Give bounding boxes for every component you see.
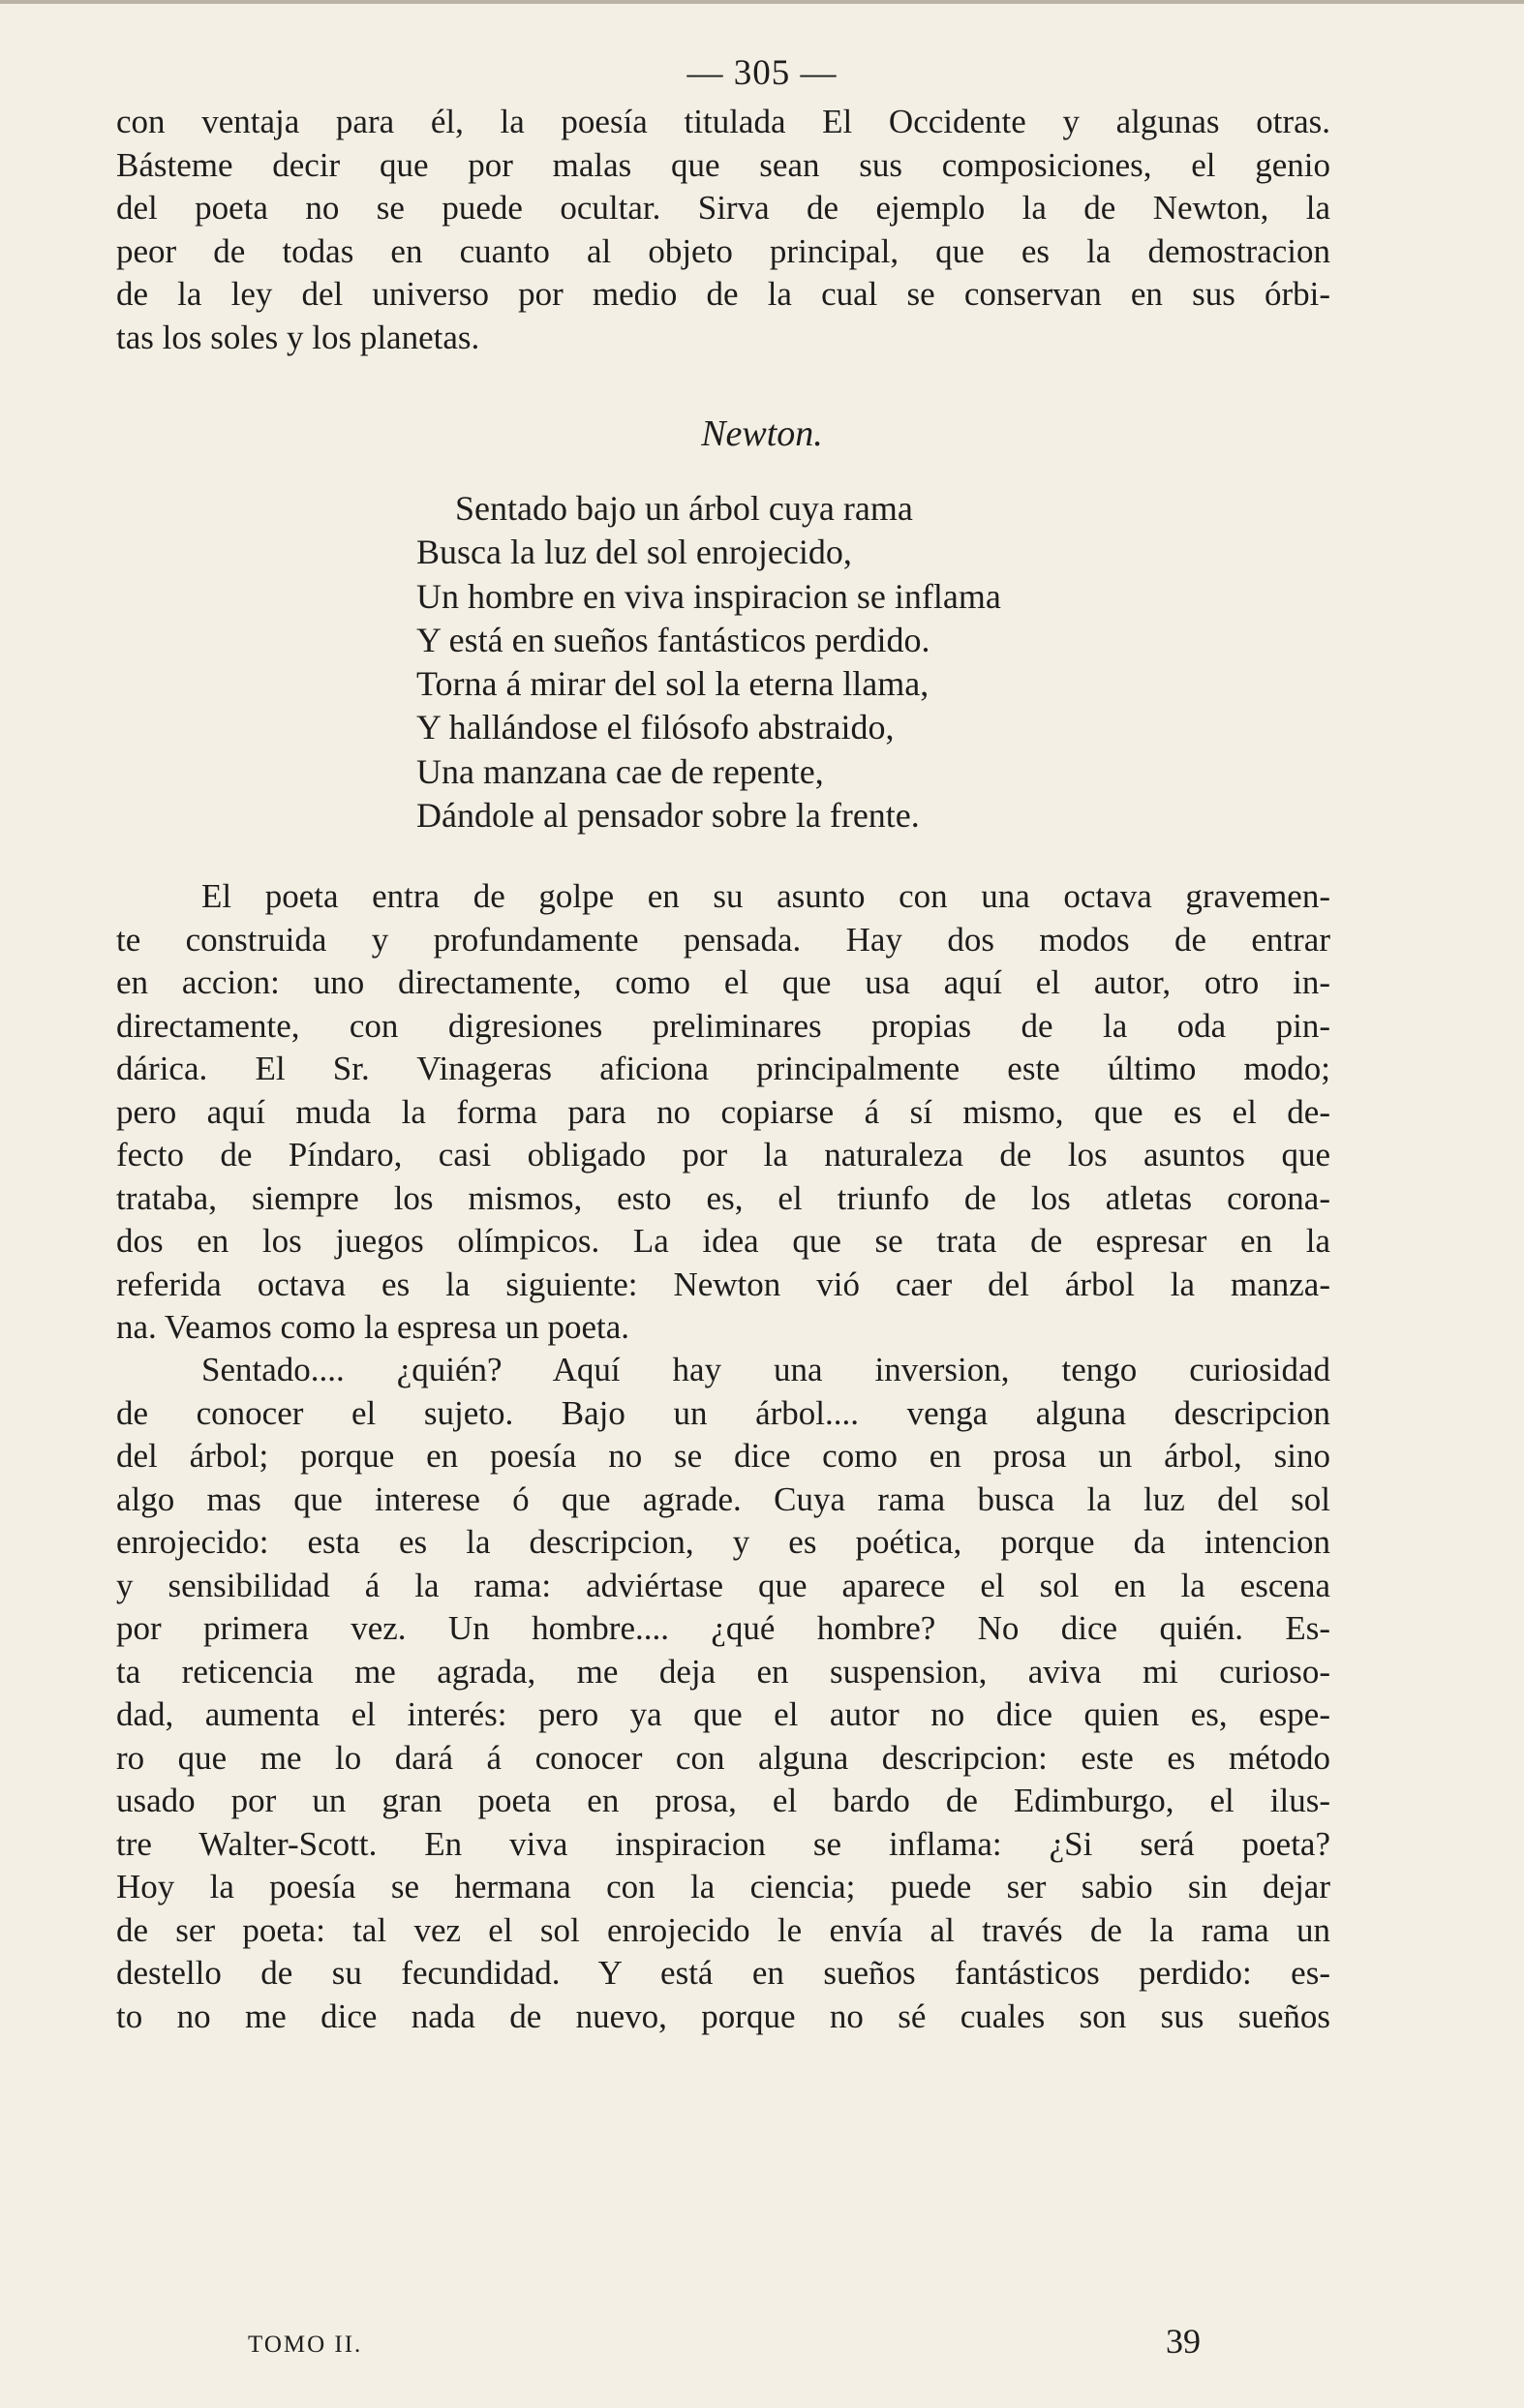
poem-line: Dándole al pensador sobre la frente.: [416, 796, 920, 836]
text-line: dos en los juegos olímpicos. La idea que se trata de espresar en la: [116, 1222, 1330, 1260]
page-number: — 305 —: [686, 53, 838, 93]
poem-line: Y hallándose el filósofo abstraido,: [416, 708, 895, 747]
poem-line: Sentado bajo un árbol cuya rama: [455, 489, 913, 528]
text-line: de la ley del universo por medio de la cual se conservan en sus órbi-: [116, 275, 1330, 313]
text-line: del poeta no se puede ocultar. Sirva de ejemplo la de Newton, la: [116, 189, 1330, 227]
poem-line: Busca la luz del sol enrojecido,: [416, 533, 852, 572]
text-line: destello de su fecundidad. Y está en sueños fantásticos perdido: es-: [116, 1954, 1330, 1992]
text-line: por primera vez. Un hombre.... ¿qué hombre? No dice quién. Es-: [116, 1609, 1330, 1647]
text-line: tas los soles y los planetas.: [116, 318, 480, 356]
gathering-number: 39: [1166, 2322, 1201, 2361]
text-line: Básteme decir que por malas que sean sus composiciones, el genio: [116, 145, 1330, 184]
text-line: ro que me lo dará á conocer con alguna descripcion: este es método: [116, 1738, 1330, 1777]
text-line: con ventaja para él, la poesía titulada El Occidente y algunas otras.: [116, 103, 1330, 140]
poem-stanza: [416, 487, 1191, 838]
poem-title: Newton.: [701, 413, 823, 454]
text-line: y sensibilidad á la rama: adviértase que aparece el sol en la escena: [116, 1566, 1330, 1604]
volume-signature: TOMO II.: [248, 2332, 363, 2358]
text-line: ta reticencia me agrada, me deja en suspension, aviva mi curioso-: [116, 1652, 1330, 1691]
text-line: del árbol; porque en poesía no se dice como en prosa un árbol, sino: [116, 1437, 1330, 1475]
text-line: dad, aumenta el interés: pero ya que el autor no dice quien es, espe-: [116, 1695, 1330, 1733]
text-line: trataba, siempre los mismos, esto es, el triunfo de los atletas corona-: [116, 1178, 1330, 1217]
text-line: pero aquí muda la forma para no copiarse á sí mismo, que es el de-: [116, 1092, 1330, 1131]
text-line: fecto de Píndaro, casi obligado por la naturaleza de los asuntos que: [116, 1136, 1330, 1174]
text-line: peor de todas en cuanto al objeto principal, que es la demostracion: [116, 231, 1330, 270]
text-line: referida octava es la siguiente: Newton vió caer del árbol la manza-: [116, 1265, 1330, 1303]
poem-line: Un hombre en viva inspiracion se inflama: [416, 576, 1001, 616]
paragraph-intro: [116, 101, 1330, 359]
paragraph-analysis: [116, 875, 1330, 1350]
paragraph-commentary: [116, 1349, 1330, 2038]
text-line: en accion: uno directamente, como el que usa aquí el autor, otro in-: [116, 963, 1330, 1001]
poem-line: Una manzana cae de repente,: [416, 751, 824, 791]
poem-line: Y está en sueños fantásticos perdido.: [416, 620, 930, 659]
text-line: Hoy la poesía se hermana con la ciencia; puede ser sabio sin dejar: [116, 1868, 1330, 1905]
text-line: de conocer el sujeto. Bajo un árbol.... venga alguna descripcion: [116, 1393, 1330, 1432]
text-line: directamente, con digresiones preliminares propias de la oda pin-: [116, 1006, 1330, 1045]
text-line: to no me dice nada de nuevo, porque no sé cuales son sus sueños: [116, 1997, 1330, 2035]
text-line: Sentado.... ¿quién? Aquí hay una inversion, tengo curiosidad: [201, 1351, 1330, 1388]
text-line: algo mas que interese ó que agrade. Cuya rama busca la luz del sol: [116, 1479, 1330, 1518]
text-line: de ser poeta: tal vez el sol enrojecido le envía al través de la rama un: [116, 1910, 1330, 1949]
text-line: dárica. El Sr. Vinageras aficiona principalmente este último modo;: [116, 1050, 1330, 1087]
text-line: na. Veamos como la espresa un poeta.: [116, 1308, 630, 1346]
text-line: El poeta entra de golpe en su asunto con una octava gravemen-: [201, 877, 1330, 915]
text-line: usado por un gran poeta en prosa, el bardo de Edimburgo, el ilus-: [116, 1782, 1330, 1819]
text-line: te construida y profundamente pensada. Hay dos modos de entrar: [116, 920, 1330, 959]
poem-line: Torna á mirar del sol la eterna llama,: [416, 664, 930, 704]
text-line: tre Walter-Scott. En viva inspiracion se inflama: ¿Si será poeta?: [116, 1824, 1330, 1863]
text-line: enrojecido: esta es la descripcion, y es poética, porque da intencion: [116, 1523, 1330, 1561]
